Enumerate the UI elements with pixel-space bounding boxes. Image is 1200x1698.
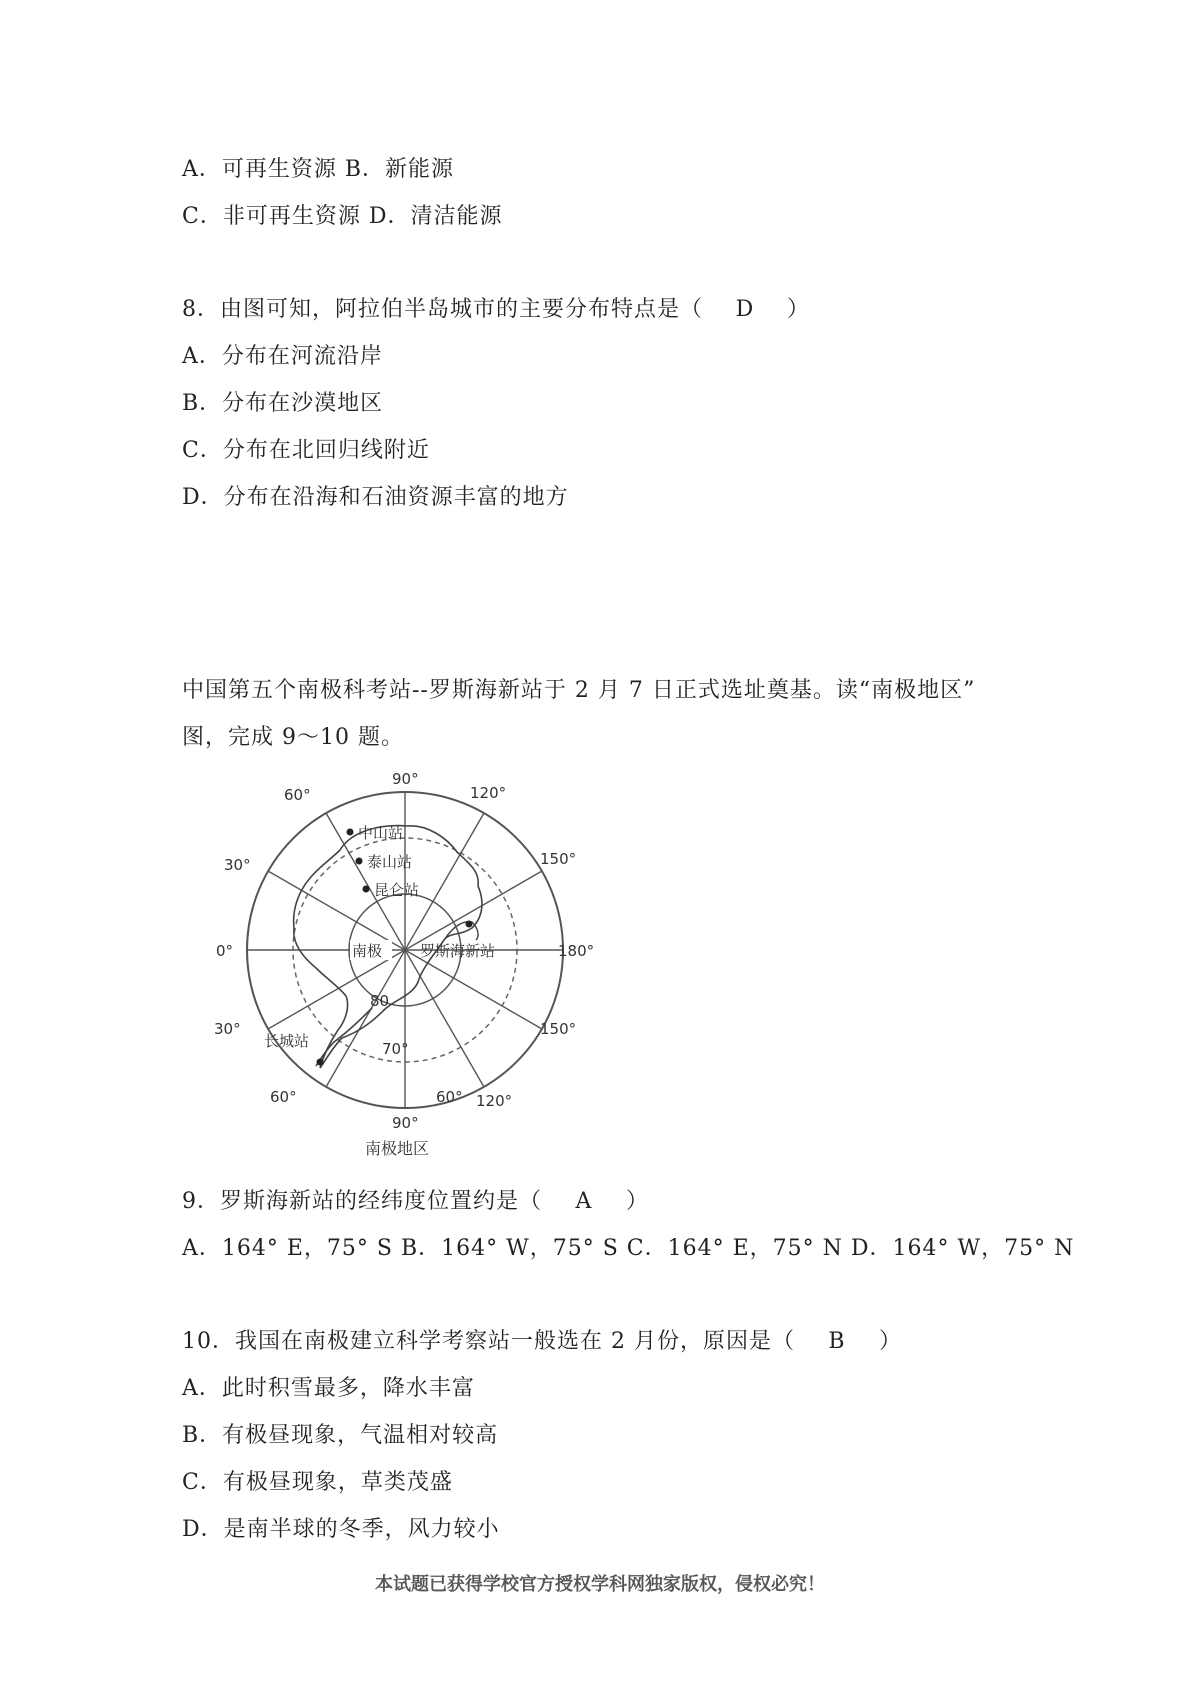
q8-stem: [182, 295, 810, 325]
q9-stem: [182, 1187, 649, 1217]
map-caption: 南极地区: [365, 1139, 430, 1158]
kunlun-station-dot: [363, 886, 370, 893]
changcheng-station-dot: [317, 1059, 324, 1066]
q10-stem: [182, 1327, 902, 1357]
q9-options: A．164° E，75° S B．164° W，75° S C．164° E，75° N D．164° W，75° N: [182, 1236, 1075, 1261]
lon-0-label: 0°: [216, 942, 234, 960]
lon-180-label: 180°: [558, 942, 595, 960]
lon-60-top-label: 60°: [284, 786, 311, 804]
lat-70-label: 70°: [382, 1040, 409, 1058]
zhongshan-station-label: 中山站: [358, 824, 404, 842]
q10-answer: B: [828, 1329, 846, 1354]
lon-30-left-bot-label: 30°: [214, 1020, 241, 1038]
antarctic-map: [214, 768, 602, 1168]
lat-80-label: 80: [370, 992, 390, 1010]
q8-answer: D: [735, 297, 755, 322]
lon-90-bot-label: 90°: [392, 1114, 419, 1132]
taishan-station-dot: [356, 858, 363, 865]
intro-line-2: 图，完成 9～10 题。: [182, 725, 404, 750]
q10-option-d: D．是南半球的冬季，风力较小: [182, 1517, 500, 1542]
lon-60-bot-left-label: 60°: [270, 1088, 297, 1106]
lon-150-right-top-label: 150°: [540, 850, 577, 868]
intro-line-1: 中国第五个南极科考站--罗斯海新站于 2 月 7 日正式选址奠基。读“南极地区”: [182, 678, 976, 703]
q8-option-c: C．分布在北回归线附近: [182, 438, 430, 463]
q9-stem-text: 9．罗斯海新站的经纬度位置约是（: [182, 1189, 542, 1214]
rosssea-station-label: 罗斯海新站: [420, 942, 496, 960]
lon-60-bot-right-label: 60°: [436, 1088, 463, 1106]
q8-option-a: A．分布在河流沿岸: [182, 344, 383, 369]
q8-stem-close: ）: [787, 297, 811, 322]
zhongshan-station-dot: [347, 829, 354, 836]
q9-stem-close: ）: [626, 1189, 650, 1214]
q8-option-b: B．分布在沙漠地区: [182, 391, 384, 416]
lon-120-bot-label: 120°: [476, 1092, 513, 1110]
meridians: [247, 792, 563, 1108]
lon-120-top-label: 120°: [470, 784, 507, 802]
kunlun-station-label: 昆仑站: [374, 881, 420, 899]
antarctic-map-svg: [214, 768, 602, 1168]
taishan-station-label: 泰山站: [367, 853, 413, 871]
q10-option-b: B．有极昼现象，气温相对较高: [182, 1423, 499, 1448]
q8-stem-text: 8．由图可知，阿拉伯半岛城市的主要分布特点是（: [182, 297, 703, 322]
q10-stem-text: 10．我国在南极建立科学考察站一般选在 2 月份，原因是（: [182, 1329, 795, 1354]
lon-30-left-top-label: 30°: [224, 856, 251, 874]
lon-90-top-label: 90°: [392, 770, 419, 788]
q9-answer: A: [575, 1189, 593, 1214]
rosssea-station-dot: [466, 921, 473, 928]
q10-option-c: C．有极昼现象，草类茂盛: [182, 1470, 453, 1495]
changcheng-station-label: 长城站: [264, 1032, 310, 1050]
copyright-footer: 本试题已获得学校官方授权学科网独家版权，侵权必究！: [375, 1574, 825, 1595]
q10-stem-close: ）: [878, 1329, 902, 1354]
q8-option-d: D．分布在沿海和石油资源丰富的地方: [182, 485, 569, 510]
q7-options-line-2: C．非可再生资源 D．清洁能源: [182, 204, 503, 229]
south-pole-label: 南极: [352, 942, 383, 960]
q10-option-a: A．此时积雪最多，降水丰富: [182, 1376, 475, 1401]
q7-options-line-1: A．可再生资源 B．新能源: [182, 157, 455, 182]
lon-150-right-bot-label: 150°: [540, 1020, 577, 1038]
